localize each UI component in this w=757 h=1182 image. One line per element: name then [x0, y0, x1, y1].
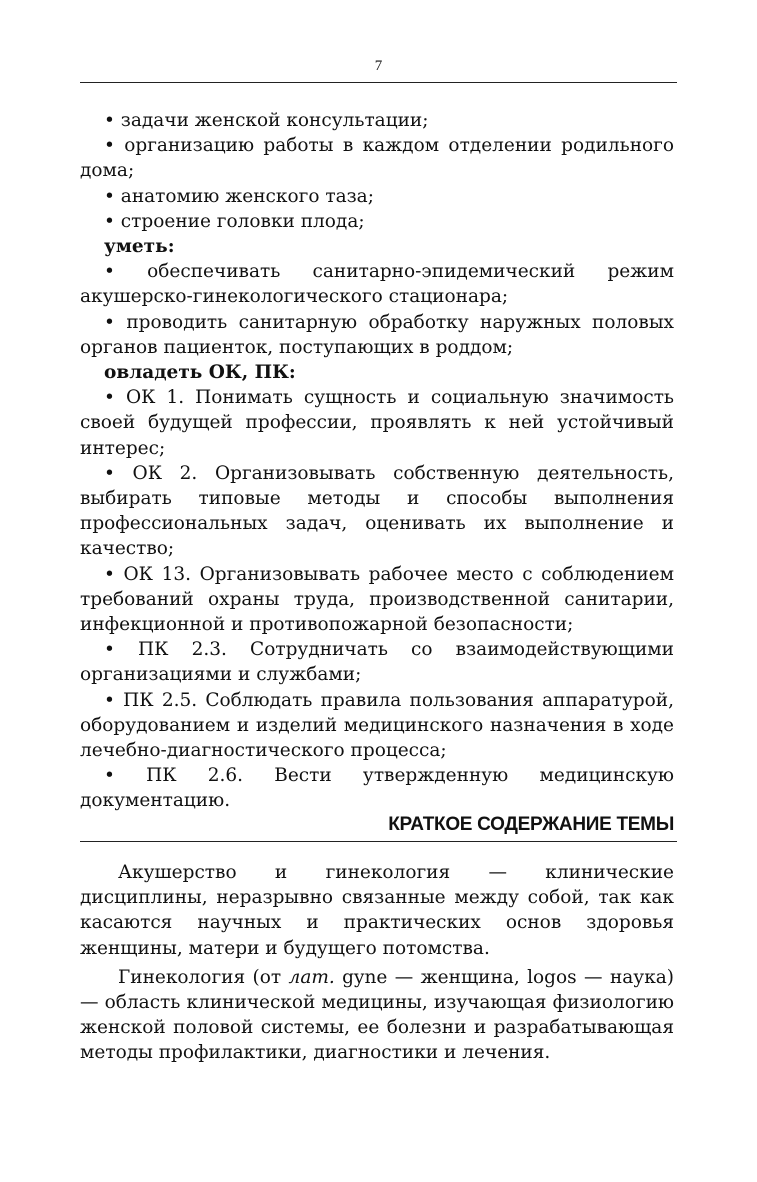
label-ovladet: овладеть ОК, ПК:: [104, 362, 296, 384]
list-item: • ОК 13. Организовывать рабочее место с соблюдением требований охраны труда, производственной санитарии, инфекционной и противопожарной безопасности;: [80, 563, 674, 636]
list-item: • анатомию женского таза;: [104, 185, 374, 207]
list-item: • задачи женской консультации;: [104, 110, 429, 131]
body-text: [80, 860, 674, 1066]
latin-abbrev: лат.: [288, 966, 335, 988]
paragraph: Акушерство и гинекология — клинические дисциплины, неразрывно связанные между собой, так как касаются научных и практических основ здоровья женщины, матери и будущего потомства.: [80, 862, 674, 959]
list-item: • ОК 1. Понимать сущность и социальную значимость своей будущей профессии, проявлять к ней устойчивый интерес;: [80, 387, 674, 459]
paragraph: [80, 965, 674, 1066]
list-item: • ПК 2.6. Вести утвержденную медицинскую документацию.: [80, 765, 674, 812]
section-rule: [80, 841, 677, 842]
header-rule: [80, 82, 677, 83]
list-item: • ПК 2.3. Сотрудничать со взаимодействующими организациями и службами;: [80, 639, 674, 686]
list-item: • ОК 2. Организовывать собственную деятельность, выбирать типовые методы и способы выполнения профессиональных задач, оценивать их выполнение и качество;: [80, 462, 674, 560]
page-number: 7: [374, 58, 383, 74]
label-umet: уметь:: [104, 236, 175, 258]
paragraph-rest: gyne — женщина, logos — наука) — область клинической медицины, изучающая физиологию женской половой системы, ее болезни и разрабатывающая методы профилактики, диагностики и лечения.: [80, 966, 675, 1064]
paragraph-start: Гинекология (от: [118, 966, 289, 988]
objectives-block: [80, 108, 674, 814]
list-item: • строение головки плода;: [104, 210, 365, 232]
list-item: • ПК 2.5. Соблюдать правила пользования аппаратурой, оборудованием и изделий медицинского назначения в ходе лечебно-диагностического процесса;: [80, 689, 674, 762]
section-title: КРАТКОЕ СОДЕРЖАНИЕ ТЕМЫ: [388, 814, 674, 835]
list-item: • обеспечивать санитарно-эпидемический режим акушерско-гинекологического стационара;: [80, 261, 674, 308]
list-item: • проводить санитарную обработку наружных половых органов пациенток, поступающих в роддом;: [80, 311, 674, 358]
list-item: • организацию работы в каждом отделении родильного дома;: [80, 135, 674, 182]
